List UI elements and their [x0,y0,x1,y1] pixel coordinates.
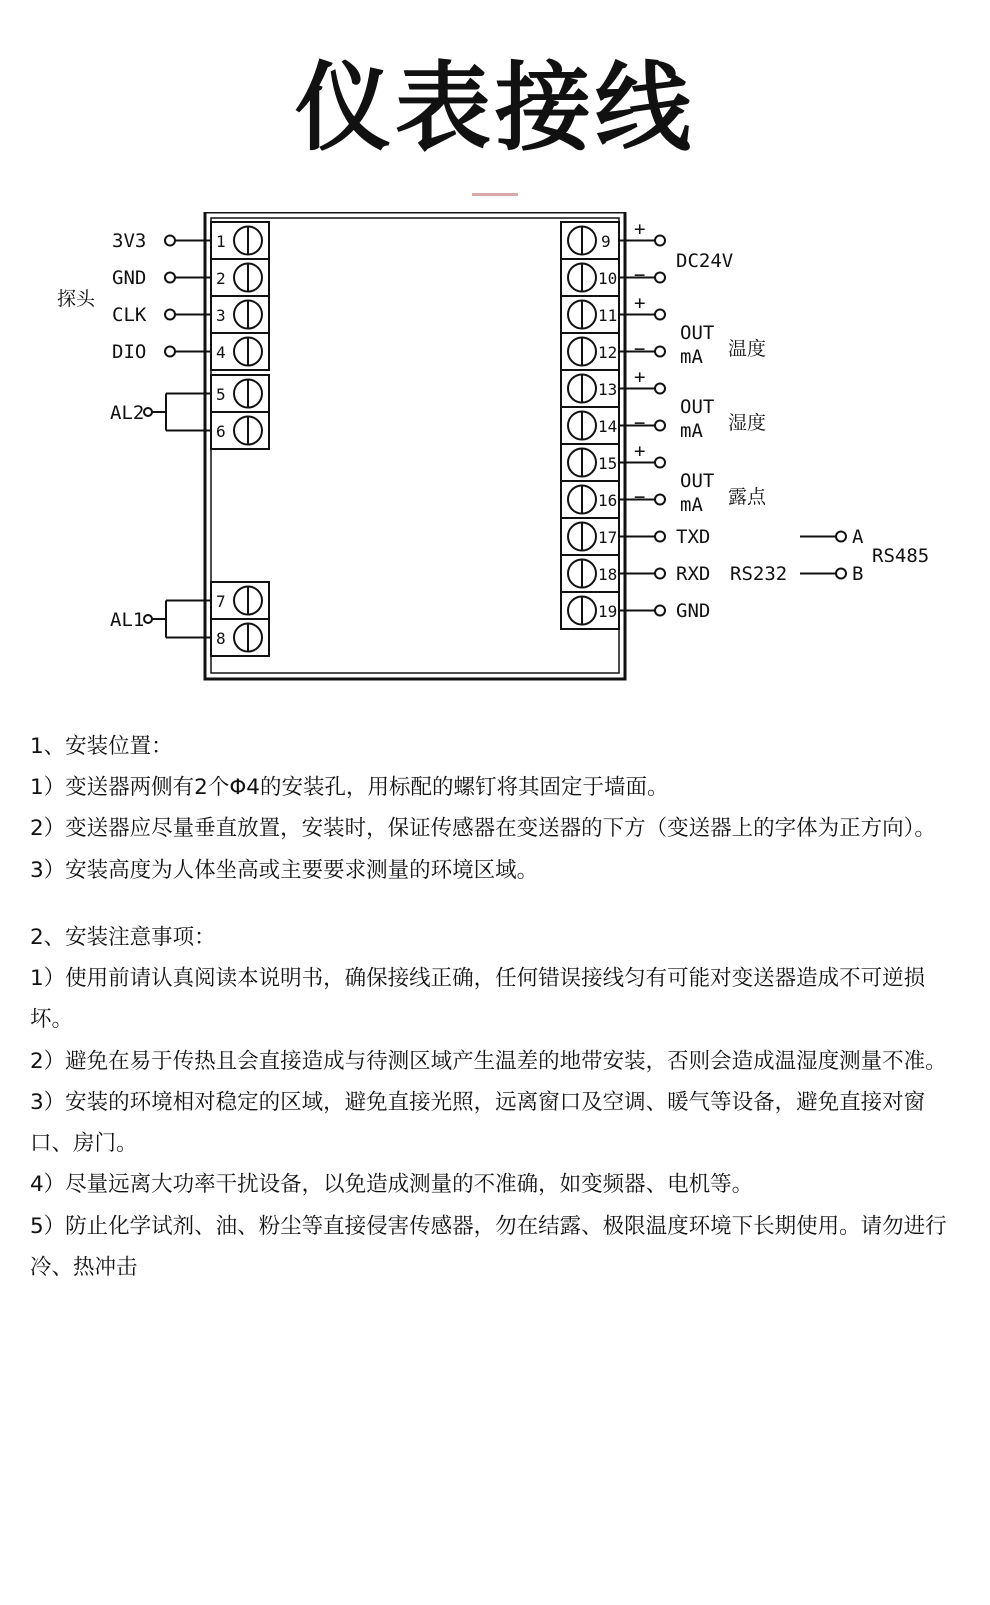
terminal-number-13: 13 [598,379,618,399]
terminal-number-12: 12 [598,342,618,362]
title-divider [472,193,518,196]
label-ma-temp: mA [680,345,703,368]
terminal-number-16: 16 [598,490,618,510]
terminal-number-15: 15 [598,453,618,473]
label-humidity: 湿度 [728,411,767,434]
polarity-plus-13: + [634,365,646,388]
section-1-item-1: 1）变送器两侧有2个Φ4的安装孔，用标配的螺钉将其固定于墙面。 [30,775,669,801]
label-rs485: RS485 [872,544,930,567]
terminal-number-2: 2 [216,268,226,288]
label-txd: TXD [676,525,711,548]
polarity-minus-10: − [634,263,646,286]
terminal-number-18: 18 [598,564,618,584]
probe-group-label: 探头 [57,287,96,310]
label-rs485-a: A [852,525,864,548]
label-rs232: RS232 [730,562,788,585]
polarity-minus-16: − [634,485,646,508]
section-1-item-3: 3）安装高度为人体坐高或主要要求测量的环境区域。 [30,857,539,883]
terminal-number-14: 14 [598,416,618,436]
polarity-minus-14: − [634,411,646,434]
polarity-minus-12: − [634,337,646,360]
terminal-label-gnd: GND [112,266,147,289]
label-dc24v: DC24V [676,249,734,272]
label-gnd-19: GND [676,599,711,622]
label-dewpoint: 露点 [728,485,767,508]
terminal-number-3: 3 [216,305,226,325]
terminal-label-al2: AL2 [110,401,145,424]
label-out-dewpoint: OUT [680,469,715,492]
label-rs485-b: B [852,562,864,585]
section-2-item-3: 3）安装的环境相对稳定的区域，避免直接光照，远离窗口及空调、暖气等设备，避免直接对窗口、房门。 [30,1089,926,1157]
terminal-number-1: 1 [216,231,226,251]
section-1-heading: 1、安装位置： [30,733,173,759]
terminal-label-dio: DIO [112,340,147,363]
terminal-number-7: 7 [216,591,226,611]
terminal-number-10: 10 [598,268,618,288]
label-ma-humidity: mA [680,419,703,442]
section-2-heading: 2、安装注意事项： [30,924,216,950]
section-1-item-2: 2）变送器应尽量垂直放置，安装时，保证传感器在变送器的下方（变送器上的字体为正方向）。 [30,816,936,842]
label-out-temp: OUT [680,321,715,344]
terminal-number-6: 6 [216,421,226,441]
label-rxd: RXD [676,562,711,585]
terminal-number-8: 8 [216,628,226,648]
terminal-number-19: 19 [598,601,618,621]
terminal-number-11: 11 [598,305,618,325]
polarity-plus-11: + [634,291,646,314]
section-2-item-1: 1）使用前请认真阅读本说明书，确保接线正确，任何错误接线匀有可能对变送器造成不可逆损坏。 [30,966,926,1033]
terminal-number-9: 9 [601,231,611,251]
instructions [30,726,960,1288]
polarity-plus-9: + [634,217,646,240]
page-title: 仪表接线 [295,52,695,164]
terminal-number-17: 17 [598,527,618,547]
polarity-plus-15: + [634,439,646,462]
label-ma-dewpoint: mA [680,493,703,516]
terminal-label-al1: AL1 [110,608,145,631]
terminal-label-3v3: 3V3 [112,229,147,252]
section-spacer [30,891,960,917]
terminal-label-clk: CLK [112,303,147,326]
section-2-item-2: 2）避免在易于传热且会直接造成与待测区域产生温差的地带安装，否则会造成温湿度测量不准。 [30,1048,947,1074]
section-2-item-5: 5）防止化学试剂、油、粉尘等直接侵害传感器，勿在结露、极限温度环境下长期使用。请勿进行冷、热冲击 [30,1213,947,1280]
label-out-humidity: OUT [680,395,715,418]
section-2-item-4: 4）尽量远离大功率干扰设备，以免造成测量的不准确，如变频器、电机等。 [30,1172,754,1198]
page-root [0,52,990,1605]
terminal-number-5: 5 [216,384,226,404]
diagram-svg [0,212,990,712]
terminal-number-4: 4 [216,342,226,362]
label-temperature: 温度 [728,337,767,360]
terminal-wiring-diagram [0,212,990,712]
